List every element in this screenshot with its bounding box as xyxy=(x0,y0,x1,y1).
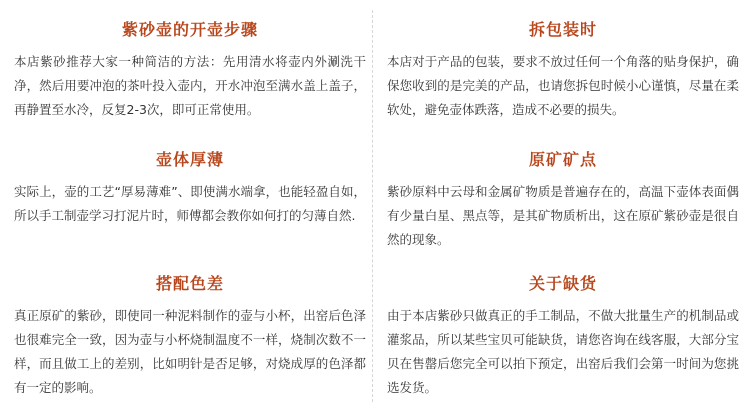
section-body: 本店紫砂推荐大家一种简洁的方法：先用清水将壶内外涮洗干净，然后用要冲泡的茶叶投入壶内，开水冲泡至满水盖上盖子，再静置至水冷，反复2-3次，即可正常使用。 xyxy=(14,54,366,117)
section-body: 实际上，壶的工艺“厚易薄难”、即使满水端拿，也能轻盈自如，所以手工制壶学习打泥片时，师傅都会教你如何打的匀薄自然. xyxy=(14,184,366,223)
section-title: 壶体厚薄 xyxy=(155,150,224,169)
section-title: 搭配色差 xyxy=(155,274,224,293)
section-body: 本店对于产品的包装，要求不放过任何一个角落的贴身保护，确保您收到的是完美的产品，也请您拆包时候小心谨慎，尽量在柔软处，避免壶体跌落，造成不必要的损失。 xyxy=(387,54,739,117)
column-divider xyxy=(372,10,373,402)
section-color-difference xyxy=(14,274,366,400)
section-title: 紫砂壶的开壶步骤 xyxy=(121,20,258,39)
section-wall-thickness xyxy=(14,150,366,228)
section-ore-spots xyxy=(387,150,739,252)
section-title: 关于缺货 xyxy=(528,274,597,293)
section-unpacking xyxy=(387,20,739,122)
section-teapot-opening xyxy=(14,20,366,122)
section-title: 原矿矿点 xyxy=(528,150,597,169)
section-title: 拆包装时 xyxy=(528,20,597,39)
section-body: 由于本店紫砂只做真正的手工制品，不做大批量生产的机制品或灌浆品，所以某些宝贝可能缺货，请您咨询在线客服，大部分宝贝在售罄后您完全可以拍下预定，出窑后我们会第一时间为您挑选发货。 xyxy=(387,308,739,395)
section-body: 真正原矿的紫砂，即使同一种泥料制作的壶与小杯，出窑后色泽也很难完全一致，因为壶与小杯烧制温度不一样，烧制次数不一样，而且做工上的差别，比如明针是否足够，对烧成厚的色泽都有一定的影响。 xyxy=(14,308,366,395)
section-body: 紫砂原料中云母和金属矿物质是普遍存在的，高温下壶体表面偶有少量白星、黑点等，是其矿物质析出，这在原矿紫砂壶是很自然的现象。 xyxy=(387,184,739,247)
section-out-of-stock xyxy=(387,274,739,400)
